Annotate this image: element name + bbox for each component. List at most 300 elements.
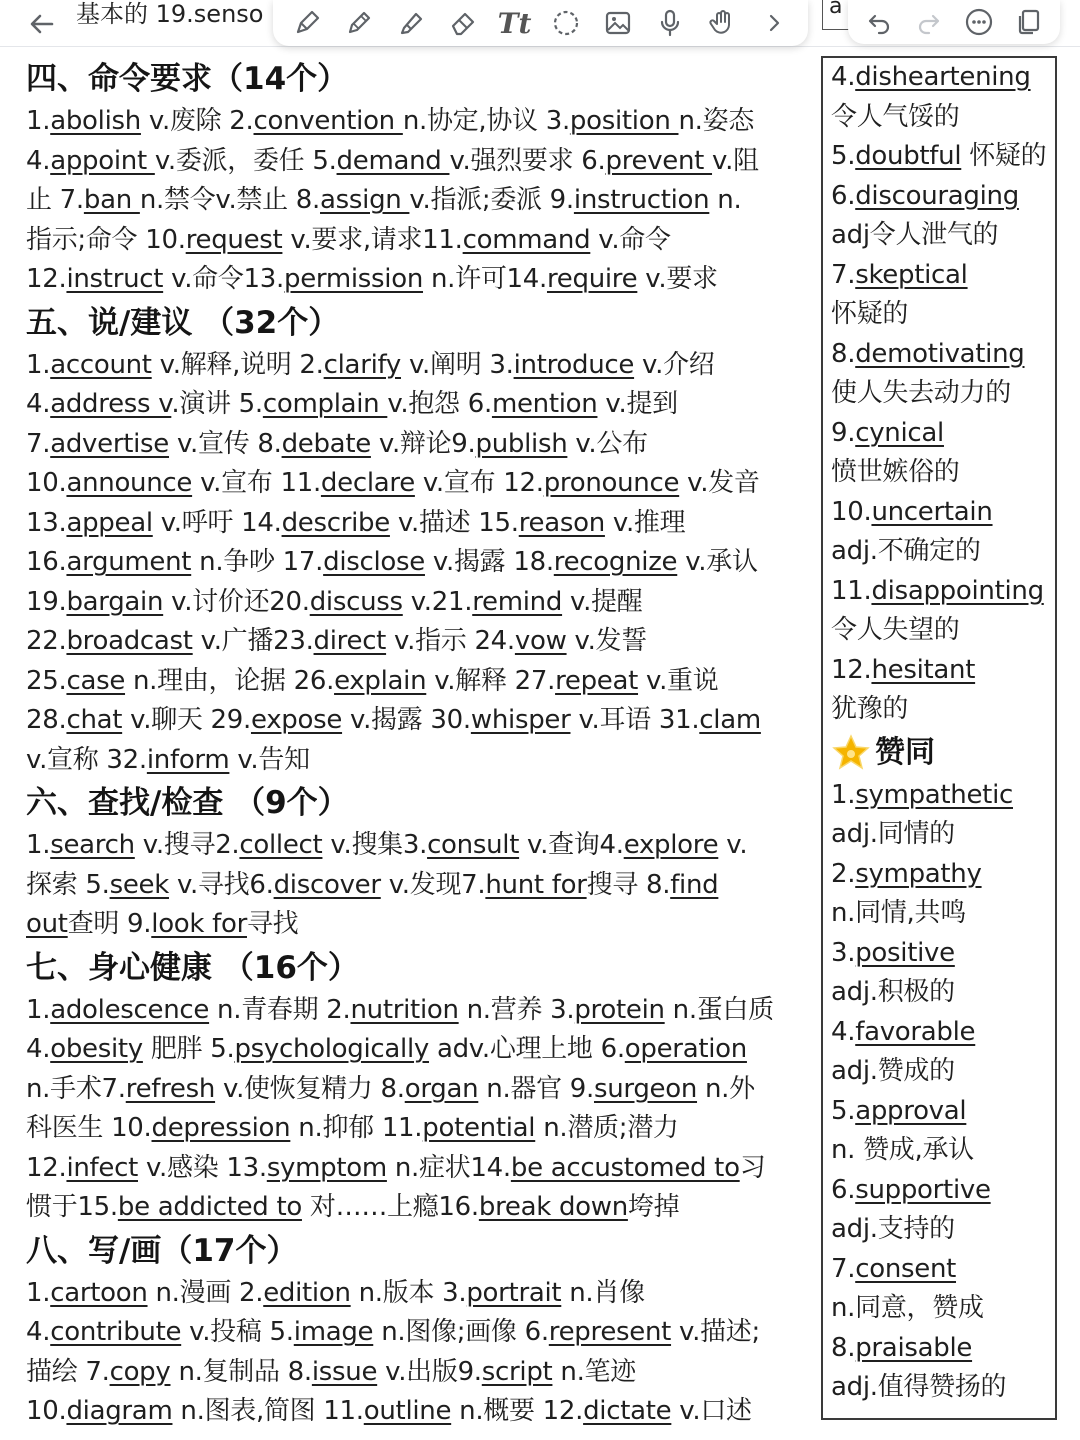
back-arrow-icon	[28, 10, 56, 38]
hand-icon	[707, 8, 737, 38]
side-line	[831, 58, 1055, 98]
vocab-word[interactable]: search	[50, 830, 135, 860]
vocab-word[interactable]: uncertain	[871, 496, 993, 527]
vocab-text: v.介绍	[634, 349, 715, 380]
vocab-text: n.外	[697, 1073, 755, 1104]
vocab-text: 12.	[26, 1152, 67, 1183]
vocab-text: 令人失望的	[831, 615, 960, 645]
vocab-word[interactable]: break down	[478, 1192, 628, 1222]
vocab-text: 10.	[831, 496, 872, 527]
vocab-word[interactable]: issue	[311, 1356, 378, 1387]
microphone-icon	[655, 8, 685, 38]
vocab-word[interactable]: introduce	[513, 349, 635, 380]
section-paragraph	[26, 102, 812, 300]
vocab-text: v.废除 2.	[140, 106, 254, 136]
paragraph-line	[26, 622, 812, 662]
vocab-word[interactable]: symptom	[266, 1152, 387, 1183]
vocab-word[interactable]: cynical	[855, 417, 944, 448]
vocab-text: n.症状14.	[386, 1152, 511, 1183]
vocab-word[interactable]: obesity	[50, 1034, 143, 1064]
eraser-tool-button[interactable]	[443, 3, 483, 43]
hand-tool-button[interactable]	[702, 3, 742, 43]
side-line	[831, 256, 1055, 296]
vocab-word[interactable]: represent	[548, 1317, 672, 1347]
vocab-word[interactable]: discuss	[309, 586, 403, 617]
vocab-text: 寻找	[246, 909, 299, 939]
vocab-word[interactable]: look for	[151, 909, 247, 939]
pages-button[interactable]	[1009, 2, 1049, 42]
vocab-word[interactable]: collect	[239, 830, 323, 860]
vocab-text: v.口述	[671, 1396, 752, 1426]
paragraph-line	[26, 385, 812, 425]
vocab-word[interactable]: command	[462, 224, 591, 255]
side-line	[831, 137, 1055, 177]
vocab-text: v.要求,请求11.	[282, 224, 463, 255]
side-vocab-box	[821, 56, 1057, 1420]
vocab-word[interactable]: diagram	[66, 1396, 173, 1426]
pencil-tool-button[interactable]	[339, 3, 379, 43]
redo-button[interactable]	[909, 2, 949, 42]
vocab-text: v.揭露 30.	[342, 705, 471, 735]
vocab-text: v.投稿 5.	[181, 1317, 294, 1347]
side-line	[831, 815, 1055, 855]
vocab-text: v.讨价还20.	[163, 586, 310, 617]
highlighter-tool-button[interactable]	[391, 3, 431, 43]
vocab-word[interactable]: demand	[336, 145, 450, 176]
vocab-text: v.宣传 8.	[169, 428, 282, 459]
vocab-text: v.寻找6.	[168, 869, 274, 900]
paragraph-line	[26, 866, 812, 906]
right-toolbar	[848, 0, 1060, 44]
vocab-word[interactable]: operation	[624, 1034, 747, 1064]
vocab-text: n.姿态	[678, 106, 755, 136]
paragraph-line	[26, 504, 812, 544]
vocab-word[interactable]: appeal	[66, 507, 153, 538]
chevron-right-icon	[763, 12, 785, 34]
vocab-text: n.青春期 2.	[209, 994, 351, 1025]
vocab-word[interactable]: explain	[334, 665, 427, 696]
vocab-word[interactable]: describe	[281, 507, 390, 538]
vocab-text: n.潜质;潜力	[535, 1113, 679, 1143]
vocab-word[interactable]: complain	[262, 389, 388, 419]
pencil-icon	[344, 8, 374, 38]
side-line	[831, 1250, 1055, 1290]
vocab-word[interactable]: debate	[281, 428, 371, 459]
vocab-word[interactable]: disappointing	[871, 575, 1044, 606]
vocab-text: 4.	[831, 1016, 856, 1047]
side-line	[831, 1052, 1055, 1092]
vocab-word[interactable]: consent	[855, 1253, 957, 1284]
paragraph-line	[26, 1070, 812, 1110]
section-title: 七、身心健康 （16个）	[26, 949, 359, 986]
vocab-word[interactable]: supportive	[855, 1174, 991, 1205]
vocab-text: 4.	[26, 1034, 51, 1064]
vocab-word[interactable]: publish	[475, 428, 568, 459]
side-line	[831, 894, 1055, 934]
paragraph-line	[26, 583, 812, 623]
side-line	[831, 1210, 1055, 1250]
back-button[interactable]	[14, 4, 70, 44]
vocab-text: 怀疑的	[831, 299, 909, 329]
vocab-word[interactable]: favorable	[855, 1016, 976, 1047]
vocab-text: 13.	[26, 507, 67, 538]
vocab-text: 12.	[831, 654, 872, 685]
vocab-word[interactable]: instruct	[66, 264, 164, 294]
vocab-text: 1.	[26, 349, 51, 380]
side-line	[831, 493, 1055, 533]
vocab-word[interactable]: contribute	[50, 1317, 182, 1347]
side-line	[831, 98, 1055, 138]
vocab-word[interactable]: surgeon	[593, 1073, 698, 1104]
vocab-text: adv.心理上地 6.	[428, 1034, 625, 1064]
redo-icon	[915, 8, 943, 36]
vocab-word[interactable]: permission	[284, 264, 424, 294]
vocab-word[interactable]: infect	[66, 1152, 138, 1183]
paragraph-line	[26, 102, 812, 142]
vocab-word[interactable]: clam	[699, 705, 761, 735]
side-line	[831, 1171, 1055, 1211]
vocab-text: 16.	[26, 547, 67, 577]
vocab-word[interactable]: reason	[518, 507, 605, 538]
vocab-word[interactable]: discouraging	[855, 180, 1019, 211]
vocab-text: v.呼吁 14.	[152, 507, 282, 538]
vocab-word[interactable]: account	[50, 349, 152, 380]
vocab-word[interactable]: disheartening	[855, 62, 1031, 92]
vocab-word[interactable]: potential	[422, 1113, 536, 1143]
vocab-word[interactable]: vow	[514, 626, 567, 656]
vocab-text: 7.	[831, 1253, 856, 1284]
paragraph-line	[26, 662, 812, 702]
vocab-text: 8.	[831, 1332, 856, 1363]
vocab-text: adj.值得赞扬的	[831, 1372, 1007, 1402]
paragraph-line	[26, 543, 812, 583]
paragraph-line	[26, 1313, 812, 1353]
vocab-text: adj.不确定的	[831, 536, 981, 566]
undo-icon	[865, 8, 893, 36]
vocab-text: v.出版9.	[377, 1356, 482, 1387]
side-line	[831, 611, 1055, 651]
vocab-word[interactable]: request	[185, 224, 283, 255]
vocab-text: 10.	[26, 468, 67, 498]
vocab-word[interactable]: positive	[855, 937, 955, 968]
paragraph-line	[26, 1274, 812, 1314]
vocab-text: 1.	[26, 830, 51, 860]
vocab-word[interactable]: edition	[263, 1277, 351, 1308]
vocab-text: 止 7.	[26, 185, 84, 215]
vocab-word[interactable]: be accustomed to	[510, 1152, 740, 1183]
vocab-text: v.描述 15.	[389, 507, 519, 538]
vocab-text: n.争吵 17.	[191, 547, 324, 577]
side-heading-text: 赞同	[875, 734, 935, 770]
vocab-word[interactable]: prevent	[605, 145, 713, 176]
vocab-word[interactable]: require	[546, 264, 638, 294]
side-line	[831, 934, 1055, 974]
vocab-text: adj.同情的	[831, 819, 955, 849]
section-title: 四、命令要求（14个）	[26, 61, 349, 97]
vocab-text: n.版本 3.	[350, 1277, 467, 1308]
vocab-text: v.耳语 31.	[570, 705, 700, 735]
paragraph-line	[26, 1188, 812, 1228]
paragraph-line	[26, 991, 812, 1031]
vocab-text: n.营养 3.	[458, 994, 575, 1025]
section-paragraph	[26, 826, 812, 945]
vocab-text: 9.	[831, 417, 856, 448]
vocab-word[interactable]: whisper	[470, 705, 571, 735]
vocab-word[interactable]: appoint	[50, 145, 155, 176]
vocab-text: .演讲 5.	[171, 389, 263, 419]
vocab-text: adj.积极的	[831, 977, 955, 1007]
vocab-document	[26, 56, 812, 1432]
vocab-text: 5.	[831, 141, 856, 171]
paragraph-line	[26, 221, 812, 261]
vocab-word[interactable]: be addicted to	[117, 1192, 302, 1222]
vocab-text: v.使恢复精力 8.	[215, 1073, 405, 1104]
image-icon	[603, 8, 633, 38]
vocab-word[interactable]: convention	[253, 106, 403, 136]
vocab-text: n.漫画 2.	[147, 1277, 264, 1308]
paragraph-line	[26, 425, 812, 465]
vocab-text: 1.	[831, 779, 856, 810]
vocab-text: v.要求	[637, 264, 718, 294]
vocab-text: v.发现7.	[380, 869, 486, 900]
vocab-word[interactable]: case	[66, 665, 126, 696]
vocab-word[interactable]: disclose	[323, 547, 425, 577]
vocab-text: 4.	[831, 62, 856, 92]
toolbar-more-button[interactable]	[754, 3, 794, 43]
vocab-word[interactable]: adolescence	[50, 994, 210, 1025]
vocab-text: 令人气馁的	[831, 101, 960, 132]
side-line	[831, 1131, 1055, 1171]
vocab-text: 犹豫的	[831, 694, 909, 724]
vocab-word[interactable]: instruction	[573, 185, 710, 215]
vocab-text: 查明 9.	[67, 909, 152, 939]
pen-icon	[292, 8, 322, 38]
vocab-word[interactable]: recognize	[553, 547, 678, 577]
vocab-word[interactable]: bargain	[66, 586, 164, 617]
vocab-text: adj.支持的	[831, 1214, 955, 1244]
vocab-text: v.描述;	[671, 1317, 760, 1347]
text-style-icon: Tt	[497, 6, 532, 40]
paragraph-line	[26, 701, 812, 741]
side-line	[831, 973, 1055, 1013]
vocab-text: 惯于15.	[26, 1192, 118, 1222]
vocab-text: 7.	[26, 428, 51, 459]
side-line	[831, 414, 1055, 454]
vocab-word[interactable]: copy	[109, 1356, 171, 1387]
vocab-text: n.禁令v.禁止 8.	[139, 185, 321, 215]
vocab-word[interactable]: explore	[623, 830, 719, 860]
vocab-text: v.提醒	[562, 586, 643, 617]
vocab-word[interactable]: nutrition	[350, 994, 459, 1025]
vocab-text: 6.	[831, 1174, 856, 1205]
vocab-text: 科医生 10.	[26, 1113, 152, 1143]
vocab-word[interactable]: declare	[320, 468, 415, 498]
annotation-toolbar	[273, 0, 808, 46]
vocab-text: v.宣布 12.	[414, 468, 544, 498]
vocab-text: 22.	[26, 626, 67, 656]
vocab-word[interactable]: cartoon	[50, 1277, 148, 1308]
vocab-text: 2.	[831, 858, 856, 889]
vocab-word[interactable]: out	[26, 909, 68, 939]
side-heading	[831, 730, 1055, 776]
vocab-text: 6.	[831, 180, 856, 211]
vocab-word[interactable]: depression	[151, 1113, 291, 1143]
side-line	[831, 335, 1055, 375]
vocab-text: 对……上瘾16.	[301, 1192, 479, 1222]
vocab-text: 7.	[831, 259, 856, 290]
vocab-word[interactable]: approval	[855, 1095, 967, 1126]
vocab-text: 指示;命令 10.	[26, 224, 186, 255]
vocab-text: v.宣称 32.	[26, 744, 147, 775]
more-options-button[interactable]	[959, 2, 999, 42]
vocab-text: n.图像;画像 6.	[373, 1317, 549, 1347]
vocab-word[interactable]: outline	[363, 1396, 452, 1426]
pen-tool-button[interactable]	[287, 3, 327, 43]
vocab-word[interactable]: doubtful	[855, 141, 962, 171]
section-title: 六、查找/检查 （9个）	[26, 785, 349, 821]
paragraph-line	[26, 1353, 812, 1393]
page-peek: a	[822, 0, 852, 30]
vocab-word[interactable]: abolish	[50, 106, 141, 136]
text-tool-button[interactable]	[495, 3, 535, 43]
vocab-text: 4.	[26, 145, 51, 176]
vocab-word[interactable]: hunt for	[485, 869, 587, 900]
vocab-text: n.图表,简图 11.	[172, 1396, 364, 1426]
microphone-tool-button[interactable]	[650, 3, 690, 43]
side-line	[831, 651, 1055, 691]
vocab-word[interactable]: script	[481, 1356, 553, 1387]
copy-pages-icon	[1014, 7, 1044, 37]
document-title: 基本的 19.senso	[76, 0, 264, 28]
vocab-text: 垮掉	[627, 1192, 680, 1222]
vocab-text: 1.	[26, 994, 51, 1025]
vocab-word[interactable]: dictate	[583, 1396, 672, 1426]
vocab-text: n.概要 12.	[451, 1396, 584, 1426]
vocab-text: v.解释,说明 2.	[151, 349, 324, 380]
vocab-text: n.蛋白质	[664, 994, 774, 1025]
vocab-word[interactable]: direct	[313, 626, 387, 656]
vocab-text: n.同情,共鸣	[831, 898, 966, 928]
vocab-word[interactable]: pronounce	[543, 468, 680, 498]
side-line	[831, 1368, 1055, 1408]
vocab-text: 11.	[831, 575, 872, 606]
vocab-text: v.命令	[590, 224, 671, 255]
vocab-word[interactable]: praisable	[855, 1332, 973, 1363]
vocab-text: 25.	[26, 665, 67, 696]
side-line	[831, 1013, 1055, 1053]
vocab-text: 愤世嫉俗的	[831, 457, 960, 487]
vocab-text: v.强烈要求 6.	[449, 145, 606, 176]
vocab-word[interactable]: hesitant	[871, 654, 976, 685]
vocab-text: v.揭露 18.	[424, 547, 554, 577]
vocab-word[interactable]: seek	[109, 869, 169, 900]
side-line	[831, 855, 1055, 895]
vocab-word[interactable]: chat	[66, 705, 123, 735]
vocab-word[interactable]: inform	[146, 744, 230, 775]
paragraph-line	[26, 181, 812, 221]
vocab-word[interactable]: expose	[250, 705, 343, 735]
side-line	[831, 216, 1055, 256]
vocab-word[interactable]: remind	[472, 586, 563, 617]
paragraph-line	[26, 1109, 812, 1149]
vocab-text: 8.	[831, 338, 856, 369]
vocab-word[interactable]: sympathy	[855, 858, 982, 889]
highlighter-icon	[396, 8, 426, 38]
vocab-text: v.解释 27.	[426, 665, 556, 696]
vocab-word[interactable]: assign	[320, 185, 410, 215]
side-line	[831, 177, 1055, 217]
side-line	[831, 1329, 1055, 1369]
vocab-word[interactable]: image	[293, 1317, 374, 1347]
vocab-word[interactable]: announce	[66, 468, 193, 498]
vocab-word[interactable]: refresh	[125, 1073, 216, 1104]
eraser-icon	[448, 8, 478, 38]
lasso-icon	[551, 8, 581, 38]
vocab-word[interactable]: find	[670, 869, 719, 900]
vocab-word[interactable]: advertise	[50, 428, 169, 459]
vocab-word[interactable]: argument	[66, 547, 192, 577]
vocab-text: adj.赞成的	[831, 1056, 955, 1086]
vocab-word[interactable]: sympathetic	[855, 779, 1013, 810]
vocab-word[interactable]: portrait	[466, 1277, 562, 1308]
vocab-text: 4.	[26, 389, 51, 419]
vocab-word[interactable]: psychologically	[234, 1034, 429, 1064]
vocab-text: 肥胖 5.	[142, 1034, 235, 1064]
vocab-word[interactable]: position	[569, 106, 679, 136]
vocab-text: v.命令13.	[163, 264, 285, 294]
vocab-word[interactable]: address v	[50, 389, 172, 419]
vocab-word[interactable]: ban	[83, 185, 140, 215]
vocab-text: 习	[739, 1152, 766, 1183]
vocab-text: n.笔迹	[552, 1356, 636, 1387]
vocab-text: n.复制品 8.	[170, 1356, 312, 1387]
image-tool-button[interactable]	[598, 3, 638, 43]
vocab-text: n.肖像	[561, 1277, 645, 1308]
undo-button[interactable]	[859, 2, 899, 42]
vocab-text: v.感染 13.	[138, 1152, 267, 1183]
section-title: 八、写/画（17个）	[26, 1232, 298, 1269]
side-line	[831, 532, 1055, 572]
paragraph-line	[26, 1392, 812, 1432]
section-paragraph	[26, 991, 812, 1228]
vocab-word[interactable]: mention	[491, 389, 598, 419]
vocab-text: 10.	[26, 1396, 67, 1426]
vocab-word[interactable]: skeptical	[855, 259, 968, 290]
vocab-text: 怀疑的	[961, 141, 1047, 171]
vocab-text: v.指派;委派 9.	[409, 185, 574, 215]
vocab-text: 19.	[26, 586, 67, 617]
paragraph-line	[26, 826, 812, 866]
vocab-word[interactable]: consult	[427, 830, 520, 860]
vocab-text: 5.	[831, 1095, 856, 1126]
vocab-text: 1.	[26, 1277, 51, 1308]
vocab-text: v.查询4.	[519, 830, 624, 860]
vocab-word[interactable]: protein	[574, 994, 665, 1025]
vocab-text: v.阐明 3.	[401, 349, 514, 380]
vocab-text: v.委派，委任 5.	[154, 145, 337, 176]
vocab-word[interactable]: broadcast	[66, 626, 193, 656]
vocab-word[interactable]: repeat	[555, 665, 639, 696]
vocab-text: v.公布	[567, 428, 648, 459]
vocab-text: v.发音	[679, 468, 760, 498]
vocab-text: v.重说	[638, 665, 719, 696]
lasso-tool-button[interactable]	[546, 3, 586, 43]
vocab-word[interactable]: organ	[404, 1073, 479, 1104]
vocab-text: 4.	[26, 1317, 51, 1347]
vocab-word[interactable]: demotivating	[855, 338, 1025, 369]
vocab-word[interactable]: discover	[273, 869, 381, 900]
vocab-word[interactable]: clarify	[323, 349, 401, 380]
